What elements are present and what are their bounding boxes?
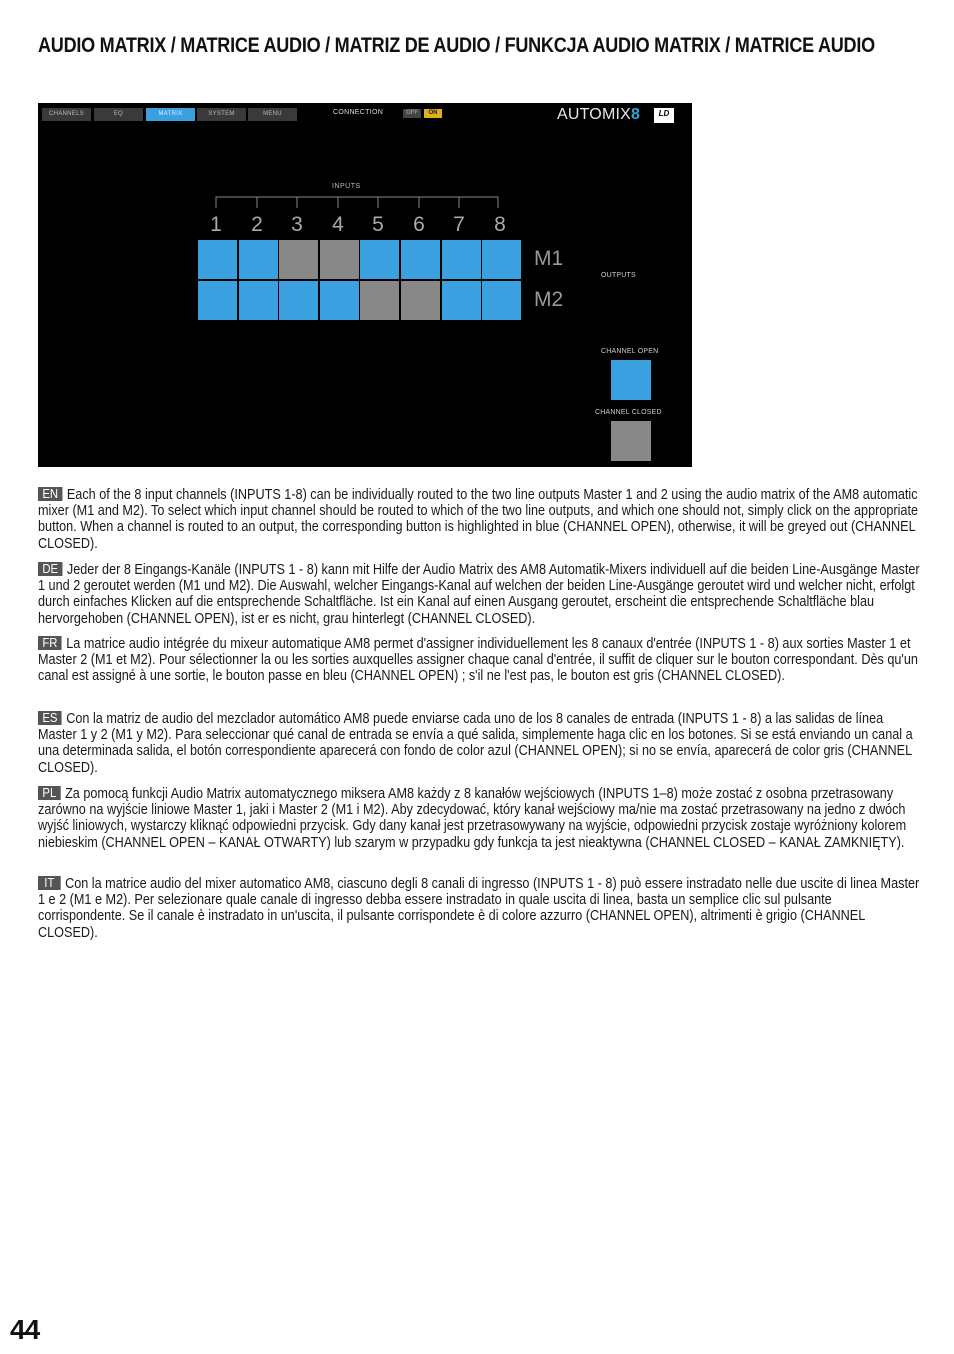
matrix-button-m1-input-5[interactable] xyxy=(360,240,399,279)
ld-logo: LD xyxy=(654,108,674,123)
tab-eq[interactable]: EQ xyxy=(94,108,143,121)
paragraph-text: Con la matrice audio del mixer automatico AM8, ciascuno degli 8 canali di ingresso (INPUTS 1 - 8) può essere instradato nelle due uscite di linea Master 1 e 2 (M1 e M2). Per selezionare quale canale di ingresso debba essere instradato in quale uscita di linea, basta un semplice clic sul pulsante corrispondente. Se il canale è instradato in un'uscita, il pulsante corrispondete è di colore azzurro (CHANNEL OPEN), altrimenti è grigio (CHANNEL CLOSED). xyxy=(38,876,920,941)
paragraph-text: Za pomocą funkcji Audio Matrix automatycznego miksera AM8 każdy z 8 kanałów wejściowych (INPUTS 1–8) może zostać z osobna przetrasowany zarówno na wyjście liniowe Master 1, jaki i Master 2 (M1 i M2). Aby zdecydować, który kanał wejściowy ma/nie ma zostać przetrasowany na jedno z dwóch wyjść liniowych, wystarczy kliknąć odpowiedni przycisk. Gdy dany kanał jest przetrasowywany na wyjście, odpowiedni przycisk zostaje wyróżniony kolorem niebieskim (CHANNEL OPEN – KANAŁ OTWARTY) lub szarym w przypadku gdy funkcja ta jest nieaktywna (CHANNEL CLOSED – KANAŁ ZAMKNIĘTY). xyxy=(38,786,907,851)
channel-open-label: CHANNEL OPEN xyxy=(601,348,659,355)
tab-menu[interactable]: MENU xyxy=(248,108,297,121)
matrix-button-m1-input-8[interactable] xyxy=(482,240,521,279)
channel-closed-swatch xyxy=(611,421,651,461)
matrix-button-m2-input-4[interactable] xyxy=(320,281,359,320)
matrix-button-m2-input-8[interactable] xyxy=(482,281,521,320)
language-badge: PL xyxy=(38,786,61,800)
matrix-button-m1-input-3[interactable] xyxy=(279,240,318,279)
language-badge: FR xyxy=(38,636,62,650)
channel-closed-label: CHANNEL CLOSED xyxy=(595,409,662,416)
matrix-button-m2-input-7[interactable] xyxy=(442,281,481,320)
output-m2-label: M2 xyxy=(534,288,564,311)
page-number: 44 xyxy=(10,1314,40,1345)
language-badge: IT xyxy=(38,876,61,890)
input-number: 8 xyxy=(494,213,506,236)
inputs-bracket xyxy=(208,195,508,209)
connection-on-toggle[interactable]: ON xyxy=(424,109,442,118)
matrix-button-m1-input-6[interactable] xyxy=(401,240,440,279)
matrix-button-m1-input-7[interactable] xyxy=(442,240,481,279)
matrix-button-m2-input-5[interactable] xyxy=(360,281,399,320)
language-badge: DE xyxy=(38,562,62,576)
paragraph-text: Con la matriz de audio del mezclador automático AM8 puede enviarse cada uno de los 8 canales de entrada (INPUTS 1 - 8) a las salidas de línea Master 1 y 2 (M1 y M2). Para seleccionar qué canal de entrada se envía a qué salida, simplemente haga clic en los botones. Si se está enviando un canal a una determinada salida, el botón correspondiente aparecerá con fondo de color azul (CHANNEL OPEN); si no se envía, aparecerá de color gris (CHANNEL CLOSED). xyxy=(38,711,913,776)
matrix-screenshot xyxy=(38,103,692,467)
paragraph-text: Each of the 8 input channels (INPUTS 1-8) can be individually routed to the two line outputs Master 1 and 2 using the audio matrix of the AM8 automatic mixer (M1 and M2). To select which input channel should be routed to which of the two line outputs, and which one should not, simply click on the appropriate button. When a channel is routed to an output, the corresponding button is highlighted in blue (CHANNEL OPEN), otherwise, it will be greyed out (CHANNEL CLOSED). xyxy=(38,487,919,552)
matrix-button-m2-input-6[interactable] xyxy=(401,281,440,320)
channel-open-swatch xyxy=(611,360,651,400)
matrix-button-m1-input-4[interactable] xyxy=(320,240,359,279)
input-number: 1 xyxy=(210,213,222,236)
paragraph-text: La matrice audio intégrée du mixeur automatique AM8 permet d'assigner individuellement les 8 canaux d'entrée (INPUTS 1 - 8) aux sorties Master 1 et Master 2 (M1 et M2). Pour sélectionner la ou les sorties auxquelles assigner chaque canal d'entrée, il suffit de cliquer sur le bouton correspondant. Dès qu'un canal est assigné à une sortie, le bouton passe en bleu (CHANNEL OPEN) ; s'il ne l'est pas, le bouton est gris (CHANNEL CLOSED). xyxy=(38,636,918,685)
brand-logo xyxy=(557,106,640,124)
paragraph-fr xyxy=(38,636,920,685)
matrix-button-m2-input-1[interactable] xyxy=(198,281,237,320)
brand-name: AUTOMIX xyxy=(557,106,632,123)
outputs-label: OUTPUTS xyxy=(601,272,636,279)
paragraph-it xyxy=(38,876,920,941)
paragraph-en xyxy=(38,487,920,552)
tab-matrix[interactable]: MATRIX xyxy=(146,108,195,121)
tab-channels[interactable]: CHANNELS xyxy=(42,108,91,121)
inputs-label: INPUTS xyxy=(332,183,361,190)
matrix-button-m1-input-2[interactable] xyxy=(239,240,278,279)
matrix-button-m2-input-2[interactable] xyxy=(239,281,278,320)
matrix-button-m2-input-3[interactable] xyxy=(279,281,318,320)
brand-number: 8 xyxy=(631,106,641,123)
language-badge: ES xyxy=(38,711,62,725)
language-badge: EN xyxy=(38,487,62,501)
tab-system[interactable]: SYSTEM xyxy=(197,108,246,121)
input-number: 2 xyxy=(251,213,263,236)
input-number: 3 xyxy=(291,213,303,236)
output-m1-label: M1 xyxy=(534,247,564,270)
page-title: AUDIO MATRIX / MATRICE AUDIO / MATRIZ DE AUDIO / FUNKCJA AUDIO MATRIX / MATRICE AUDIO xyxy=(38,34,875,57)
paragraph-es xyxy=(38,711,920,776)
matrix-button-m1-input-1[interactable] xyxy=(198,240,237,279)
paragraph-pl xyxy=(38,786,920,851)
paragraph-text: Jeder der 8 Eingangs-Kanäle (INPUTS 1 - 8) kann mit Hilfe der Audio Matrix des AM8 Automatik-Mixers individuell auf die beiden Line-Ausgänge Master 1 und 2 geroutet werden (M1 und M2). Die Auswahl, welcher Eingangs-Kanal auf welchen der beiden Line-Ausgänge geroutet wird und welcher nicht, erfolgt durch einfaches Klicken auf die entsprechende Schaltfläche. Ist ein Kanal auf einen Ausgang geroutet, erscheint die entsprechende Schaltfläche blau hervorgehoben (CHANNEL OPEN), ist er es nicht, grau hinterlegt (CHANNEL CLOSED). xyxy=(38,562,920,627)
input-number: 4 xyxy=(332,213,344,236)
connection-label: CONNECTION xyxy=(333,109,384,116)
input-number: 6 xyxy=(413,213,425,236)
input-number: 7 xyxy=(453,213,465,236)
connection-off-toggle[interactable]: OFF xyxy=(403,109,421,118)
paragraph-de xyxy=(38,562,920,627)
input-number: 5 xyxy=(372,213,384,236)
